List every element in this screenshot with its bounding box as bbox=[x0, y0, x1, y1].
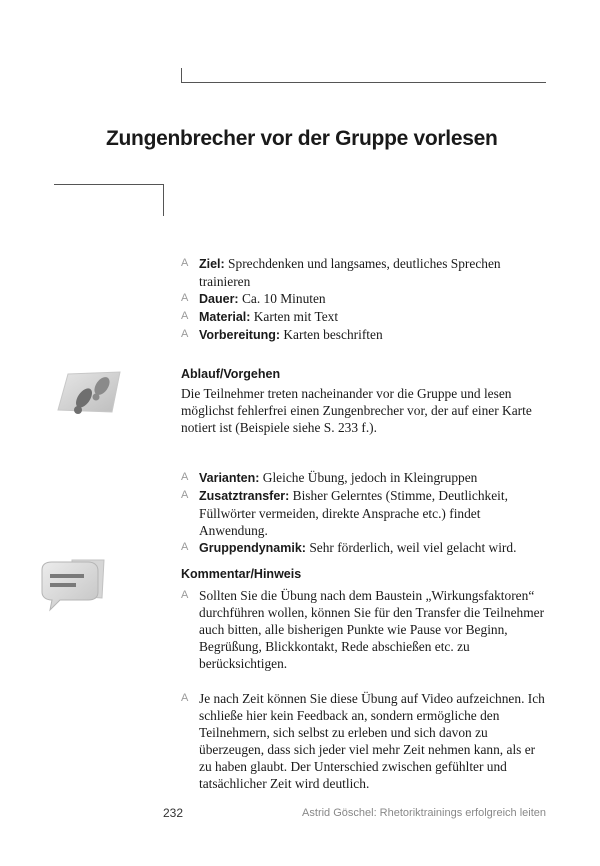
varianten-item: A Varianten: Gleiche Übung, jedoch in Kleingruppen bbox=[181, 470, 478, 485]
bullet-icon: A bbox=[181, 328, 189, 340]
mid-corner-rule-vertical bbox=[163, 184, 164, 216]
zusatztransfer-item: A Zusatztransfer: Bisher Gelerntes (Stimme, Deutlichkeit, Füllwörter vermeiden, direkte Ansprache etc.) findet Anwendung. bbox=[181, 488, 508, 538]
ablauf-text: Die Teilnehmer treten nacheinander vor die Gruppe und lesen möglichst fehlerfrei einen Zungenbrecher vor, der auf einer Karte notiert ist (Beispiele siehe S. 233 f.). bbox=[181, 386, 532, 435]
top-corner-rule-horizontal bbox=[181, 82, 546, 83]
ablauf-section bbox=[181, 385, 546, 436]
kommentar-section bbox=[181, 587, 546, 792]
speech-bubble-icon bbox=[38, 556, 108, 614]
top-corner-rule-vertical bbox=[181, 68, 182, 82]
kommentar-heading: Kommentar/Hinweis bbox=[181, 567, 302, 581]
mid-corner-rule-horizontal bbox=[54, 184, 163, 185]
page-number: 232 bbox=[163, 806, 184, 820]
ablauf-heading: Ablauf/Vorgehen bbox=[181, 367, 281, 381]
bullet-icon: A bbox=[181, 541, 189, 553]
overview-item-ziel: A Ziel: Sprechdenken und langsames, deutliches Sprechen trainieren bbox=[181, 256, 501, 289]
page-title: Zungenbrecher vor der Gruppe vorlesen bbox=[106, 127, 498, 150]
bullet-icon: A bbox=[181, 310, 189, 322]
overview-list bbox=[181, 255, 546, 344]
book-footer: Astrid Göschel: Rhetoriktrainings erfolgreich leiten bbox=[302, 807, 546, 819]
bullet-icon: A bbox=[181, 589, 189, 601]
footprints-icon bbox=[54, 366, 124, 418]
overview-item-vorbereitung: A Vorbereitung: Karten beschriften bbox=[181, 327, 383, 342]
bullet-icon: A bbox=[181, 471, 189, 483]
bullet-icon: A bbox=[181, 257, 189, 269]
bullet-icon: A bbox=[181, 292, 189, 304]
kommentar-item: A Sollten Sie die Übung nach dem Baustein „Wirkungsfaktoren“ durchführen wollen, können Sie für den Transfer die Teilnehmer auch bitten, alle bisherigen Punkte wie Pause vor Beginn, Begrüßung, Blickkontakt, Rede abschießen etc. zu berücksichtigen. bbox=[181, 588, 545, 671]
kommentar-item: A Je nach Zeit können Sie diese Übung auf Video aufzeichnen. Ich schließe hier kein Feedback an, sondern ermögliche den Teilnehmern, sich selbst zu erleben und sich davon zu überzeugen, dass sich jeder viel mehr Zeit nehmen kann, als er zu haben glaubt. Der Unterschied zwischen gefühlter und tatsächlicher Zeit wird deutlich. bbox=[181, 691, 545, 791]
overview-item-dauer: A Dauer: Ca. 10 Minuten bbox=[181, 291, 326, 306]
gruppendynamik-item: A Gruppendynamik: Sehr förderlich, weil viel gelacht wird. bbox=[181, 540, 517, 555]
varianten-list bbox=[181, 469, 546, 557]
bullet-icon: A bbox=[181, 692, 189, 704]
bullet-icon: A bbox=[181, 489, 189, 501]
overview-item-material: A Material: Karten mit Text bbox=[181, 309, 339, 324]
